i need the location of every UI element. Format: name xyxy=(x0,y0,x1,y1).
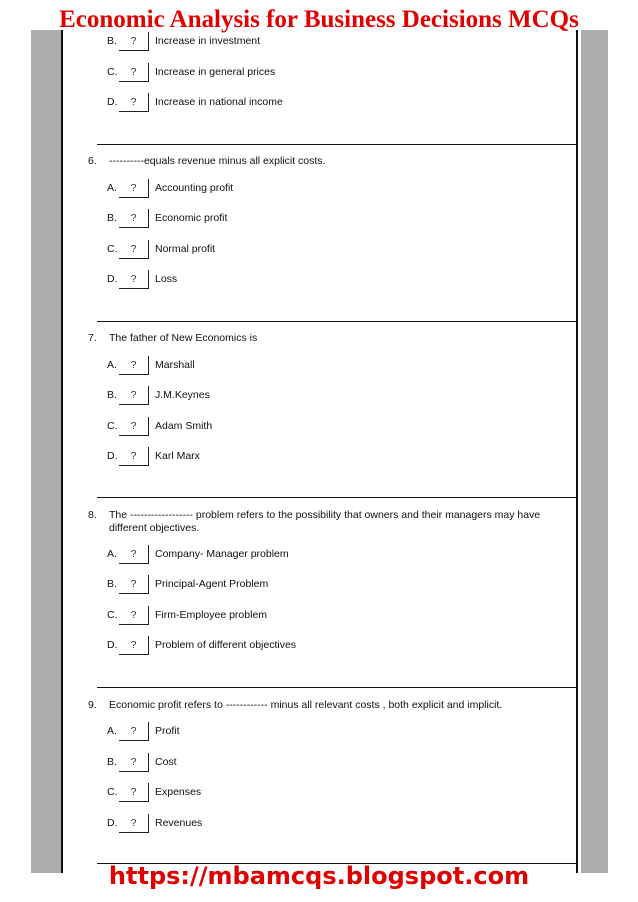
option-letter: A. xyxy=(107,548,117,560)
footer-url-link[interactable]: https://mbamcqs.blogspot.com xyxy=(108,862,530,890)
option-text: Loss xyxy=(155,273,178,285)
option-text: Principal-Agent Problem xyxy=(155,578,269,590)
option-text: Company- Manager problem xyxy=(155,548,289,560)
option-text: Karl Marx xyxy=(155,450,200,462)
option-letter: C. xyxy=(107,243,118,255)
answer-box[interactable]: ? xyxy=(119,417,149,436)
question-number: 9. xyxy=(88,699,97,711)
question-text: ----------equals revenue minus all explicit costs. xyxy=(109,155,326,167)
option-text: Economic profit xyxy=(155,212,228,224)
option-text: Marshall xyxy=(155,359,195,371)
option-letter: D. xyxy=(107,450,118,462)
option-letter: B. xyxy=(107,212,117,224)
option-text: Accounting profit xyxy=(155,182,234,194)
question-text: The father of New Economics is xyxy=(109,332,258,344)
answer-box[interactable]: ? xyxy=(119,240,149,259)
answer-box[interactable]: ? xyxy=(119,753,149,772)
option-letter: D. xyxy=(107,817,118,829)
right-border-line xyxy=(576,30,578,873)
left-border-line xyxy=(61,30,63,873)
question-number: 8. xyxy=(88,509,97,521)
option-letter: D. xyxy=(107,273,118,285)
answer-box[interactable]: ? xyxy=(119,814,149,833)
option-text: Firm-Employee problem xyxy=(155,609,268,621)
question-text: Economic profit refers to ------------ minus all relevant costs , both explicit and implicit. xyxy=(109,699,503,711)
option-letter: A. xyxy=(107,182,117,194)
option-letter: C. xyxy=(107,609,118,621)
option-text: J.M.Keynes xyxy=(155,389,210,401)
question-number: 6. xyxy=(88,155,97,167)
question-divider xyxy=(97,144,576,145)
answer-box[interactable]: ? xyxy=(119,447,149,466)
answer-box[interactable]: ? xyxy=(119,575,149,594)
option-text: Revenues xyxy=(155,817,203,829)
answer-box[interactable]: ? xyxy=(119,93,149,112)
option-text: Increase in national income xyxy=(155,96,283,108)
question-divider xyxy=(97,687,576,688)
option-text: Increase in general prices xyxy=(155,66,276,78)
option-letter: B. xyxy=(107,389,117,401)
option-letter: C. xyxy=(107,66,118,78)
option-text: Increase in investment xyxy=(155,35,261,47)
left-margin-bar xyxy=(31,30,61,873)
option-letter: C. xyxy=(107,786,118,798)
option-letter: D. xyxy=(107,639,118,651)
question-divider xyxy=(97,497,576,498)
answer-box[interactable]: ? xyxy=(119,545,149,564)
option-text: Cost xyxy=(155,756,177,768)
question-number: 7. xyxy=(88,332,97,344)
option-letter: B. xyxy=(107,578,117,590)
question-divider xyxy=(97,321,576,322)
option-text: Profit xyxy=(155,725,180,737)
answer-box[interactable]: ? xyxy=(119,783,149,802)
answer-box[interactable]: ? xyxy=(119,356,149,375)
right-margin-bar xyxy=(581,30,608,873)
option-letter: C. xyxy=(107,420,118,432)
option-letter: B. xyxy=(107,756,117,768)
answer-box[interactable]: ? xyxy=(119,209,149,228)
option-text: Adam Smith xyxy=(155,420,213,432)
question-text: The ------------------ problem refers to the possibility that owners and their managers may have different objectives. xyxy=(109,509,541,534)
option-letter: B. xyxy=(107,35,117,47)
answer-box[interactable]: ? xyxy=(119,32,149,51)
option-text: Normal profit xyxy=(155,243,216,255)
option-letter: A. xyxy=(107,725,117,737)
option-text: Problem of different objectives xyxy=(155,639,297,651)
option-letter: D. xyxy=(107,96,118,108)
answer-box[interactable]: ? xyxy=(119,606,149,625)
answer-box[interactable]: ? xyxy=(119,63,149,82)
answer-box[interactable]: ? xyxy=(119,179,149,198)
option-text: Expenses xyxy=(155,786,202,798)
page-title: Economic Analysis for Business Decisions MCQs xyxy=(59,6,579,33)
answer-box[interactable]: ? xyxy=(119,722,149,741)
answer-box[interactable]: ? xyxy=(119,636,149,655)
option-letter: A. xyxy=(107,359,117,371)
answer-box[interactable]: ? xyxy=(119,386,149,405)
answer-box[interactable]: ? xyxy=(119,270,149,289)
